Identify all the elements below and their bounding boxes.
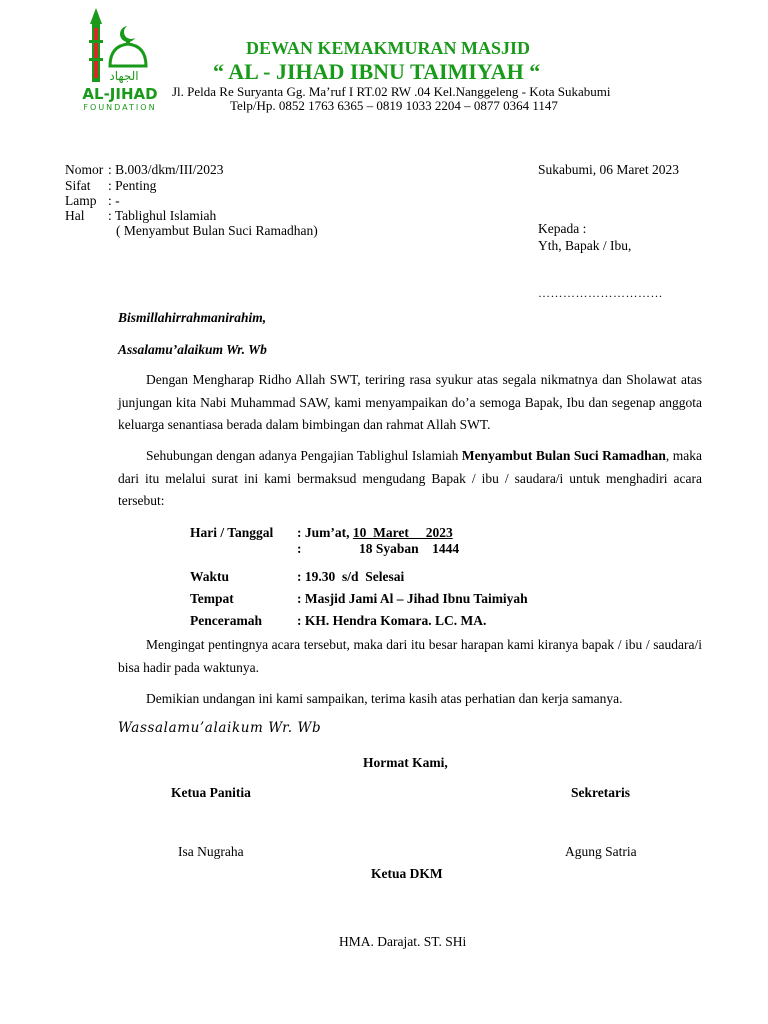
recipient-greeting: Yth, Bapak / Ibu,	[538, 238, 632, 253]
sifat-label: Sifat	[65, 178, 91, 193]
ketua-dkm-name: HMA. Darajat. ST. SHi	[339, 934, 467, 949]
org-address: Jl. Pelda Re Suryanta Gg. Ma’ruf I RT.02 RW .04 Kel.Nanggeleng - Kota Sukabumi	[172, 84, 611, 99]
al-jihad-foundation-logo	[70, 6, 170, 112]
crescent-icon	[120, 25, 138, 42]
hormat-kami: Hormat Kami,	[363, 755, 448, 770]
ketua-panitia-title: Ketua Panitia	[171, 785, 251, 800]
minaret-icon	[89, 8, 103, 82]
paragraph-closing-text: Demikian undangan ini kami sampaikan, terima kasih atas perhatian dan kerja samanya.	[146, 691, 623, 706]
paragraph-opening-text: Dengan Mengharap Ridho Allah SWT, teriring rasa syukur atas segala nikmatnya dan Sholawat atas junjungan kita Nabi Muhammad SAW, kami menyampaikan do’a semoga Bapak, Ibu dan segenap anggota keluarga senantiasa berada dalam bimbingan dan rahmat Allah SWT.	[118, 372, 702, 432]
waktu-label: Waktu	[190, 569, 230, 584]
tempat-label: Tempat	[190, 591, 234, 606]
paragraph-invitation-text-a: Sehubungan dengan adanya Pengajian Tablighul Islamiah	[146, 448, 462, 463]
logo-arabic-text: الجهاد	[109, 69, 139, 83]
paragraph-importance	[118, 634, 702, 679]
gregorian-date: 10 Maret 2023	[352, 525, 453, 540]
place-date: Sukabumi, 06 Maret 2023	[538, 162, 679, 177]
lamp-label: Lamp	[65, 193, 97, 208]
event-title-bold: Menyambut Bulan Suci Ramadhan	[461, 448, 666, 463]
hijri-date: 18 Syaban 1444	[359, 541, 460, 556]
logo-name: AL-JIHAD	[82, 85, 158, 103]
recipient-blank-line: …………………………	[538, 286, 663, 300]
sekretaris-title: Sekretaris	[571, 785, 630, 800]
paragraph-importance-text: Mengingat pentingnya acara tersebut, maka dari itu besar harapan kami kiranya bapak / ibu / saudara/i bisa hadir pada waktunya.	[118, 637, 702, 675]
nomor-label: Nomor	[65, 162, 104, 177]
salam-closing: Wassalamu’alaikum Wr. Wb	[118, 720, 322, 736]
hari-label: Hari / Tanggal	[190, 525, 274, 540]
tempat-value: : Masjid Jami Al – Jihad Ibnu Taimiyah	[297, 591, 528, 606]
kepada-label: Kepada :	[538, 221, 587, 236]
paragraph-closing	[118, 688, 702, 711]
hari-day: : Jum’at,	[297, 525, 353, 540]
org-name-line2: “ AL - JIHAD IBNU TAIMIYAH “	[213, 59, 541, 84]
bismillah: Bismillahirrahmanirahim,	[118, 310, 267, 325]
paragraph-invitation-text-c: , maka dari itu melalui surat ini kami bermaksud mengudang Bapak / ibu / saudara/i untuk menghadiri acara tersebut:	[118, 448, 702, 508]
penceramah-value: : KH. Hendra Komara. LC. MA.	[297, 613, 487, 628]
ketua-panitia-name: Isa Nugraha	[178, 844, 244, 859]
org-phone: Telp/Hp. 0852 1763 6365 – 0819 1033 2204 – 0877 0364 1147	[230, 98, 558, 113]
org-name-line1: DEWAN KEMAKMURAN MASJID	[246, 38, 530, 58]
hari-value	[297, 525, 453, 541]
sifat-value: : Penting	[108, 178, 157, 193]
sekretaris-name: Agung Satria	[565, 844, 637, 859]
hijri-colon: :	[297, 541, 302, 556]
hal-value: : Tablighul Islamiah	[108, 208, 217, 223]
logo-foundation: FOUNDATION	[83, 103, 157, 112]
hal-label: Hal	[65, 208, 85, 223]
lamp-value: : -	[108, 193, 120, 208]
waktu-value: : 19.30 s/d Selesai	[297, 569, 405, 584]
nomor-value: : B.003/dkm/III/2023	[108, 162, 224, 177]
penceramah-label: Penceramah	[190, 613, 262, 628]
paragraph-invitation	[118, 445, 702, 513]
paragraph-opening	[118, 369, 702, 437]
ketua-dkm-title: Ketua DKM	[371, 866, 443, 881]
hal-value-subtitle: ( Menyambut Bulan Suci Ramadhan)	[116, 223, 318, 238]
salam-opening: Assalamu’alaikum Wr. Wb	[118, 342, 267, 357]
